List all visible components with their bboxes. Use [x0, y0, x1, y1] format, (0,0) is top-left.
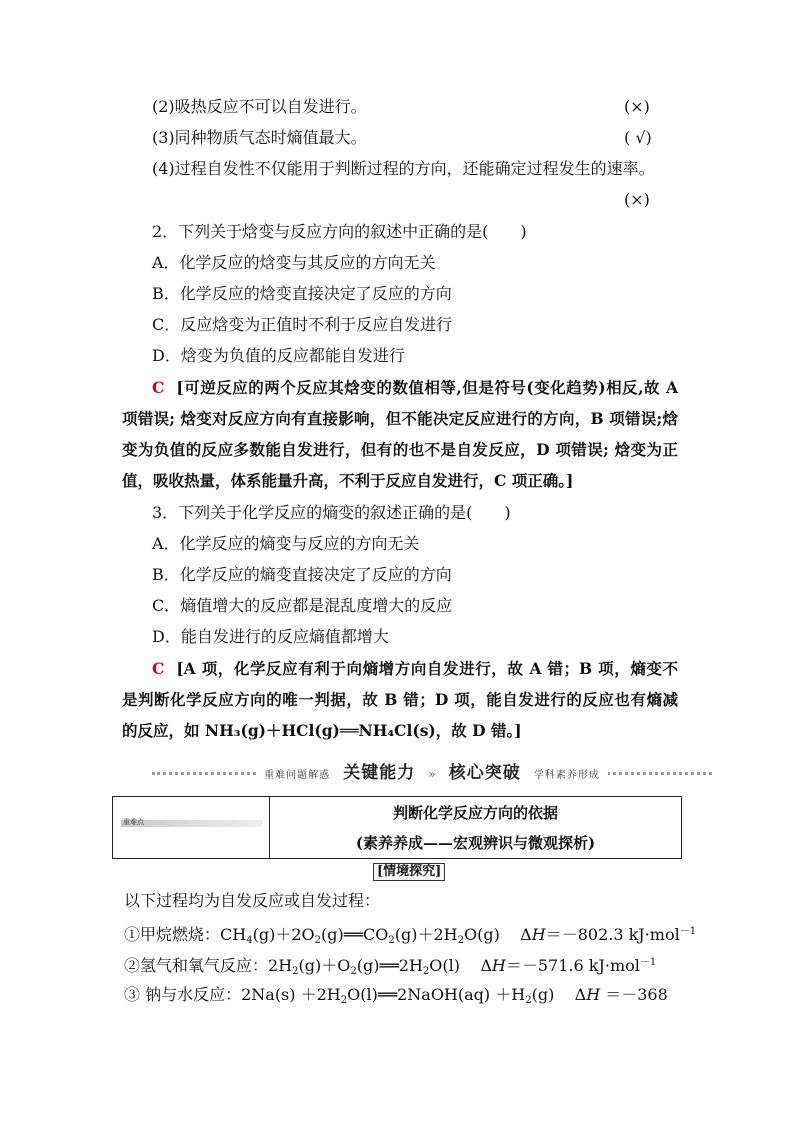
q2-option-c: C．反应焓变为正值时不利于反应自发进行 [152, 315, 453, 334]
q3-explanation-line-3: 的反应，如 NH₃(g)＋HCl(g)══NH₄Cl(s)，故 D 错。] [122, 721, 522, 740]
delta-h-1: －802.3 kJ·mol [561, 925, 680, 944]
keypoint-title-cell [270, 797, 682, 859]
q2-answer: C [152, 378, 165, 397]
judge-item-4: (4)过程自发性不仅能用于判断过程的方向，还能确定过程发生的速率。 [152, 159, 655, 178]
keypoint-subtitle: (素养养成——宏观辨识与微观探析) [355, 833, 596, 852]
judge-mark-3: ( √) [624, 128, 652, 147]
q2-explanation-line-2: 项错误; 焓变对反应方向有直接影响，但不能决定反应进行的方向，B 项错误;焓 [122, 409, 678, 428]
keypoint-tag: 重难点 [121, 820, 263, 827]
section-left-caption: 重难问题解惑 [260, 770, 334, 781]
q2-option-b: B．化学反应的焓变直接决定了反应的方向 [152, 284, 452, 303]
scenario-label: [情境探究] [373, 863, 445, 881]
delta-h-2: －571.6 kJ·mol [521, 956, 640, 975]
scenario-item-1: ①甲烷燃烧：$CH_4(g)+2O_2(g)══CO_2(g)+2H_2O(g)$ ΔH＝－802.3 kJ·mol$^{-1}$ [124, 925, 697, 946]
q2-stem: 2．下列关于焓变与反应方向的叙述中正确的是( ) [152, 222, 527, 241]
judge-mark-2: (×) [624, 97, 650, 116]
q3-option-a: A．化学反应的熵变与反应的方向无关 [152, 534, 420, 553]
q2-option-a: A．化学反应的焓变与其反应的方向无关 [152, 253, 436, 272]
keypoint-title: 判断化学反应方向的依据 [392, 803, 558, 822]
section-divider [152, 762, 712, 783]
double-chevron-icon: » [424, 767, 439, 781]
q3-option-d: D．能自发进行的反应熵值都增大 [152, 627, 389, 646]
q3-explanation-line-1: C [A 项，化学反应有利于向熵增方向自发进行，故 A 错；B 项，熵变不 [152, 659, 678, 678]
keypoint-tag-cell [113, 797, 270, 859]
section-main-b: 核心突破 [445, 763, 525, 783]
delta-h-3: －368 [621, 985, 668, 1004]
q3-option-b: B．化学反应的熵变直接决定了反应的方向 [152, 565, 452, 584]
q3-option-c: C．熵值增大的反应都是混乱度增大的反应 [152, 596, 453, 615]
scenario-intro: 以下过程均为自发反应或自发过程： [124, 891, 381, 910]
section-title [152, 758, 712, 783]
q2-explanation-line-1: C [可逆反应的两个反应其焓变的数值相等,但是符号(变化趋势)相反,故 A [152, 378, 678, 397]
scenario-item-2: ②氢气和氧气反应：$2H_2(g)+O_2(g)══2H_2O(l)$ ΔH＝－571.6 kJ·mol$^{-1}$ [124, 956, 657, 977]
q3-explanation-line-2: 是判断化学反应方向的唯一判据，故 B 错；D 项，能自发进行的反应也有熵减 [122, 690, 678, 709]
q3-stem: 3．下列关于化学反应的熵变的叙述正确的是( ) [152, 503, 511, 522]
judge-item-2: (2)吸热反应不可以自发进行。 [152, 97, 367, 116]
scenario-item-3: ③ 钠与水反应：$2Na(s) +2H_2O(l)══2NaOH(aq) +H_2(g)$ ΔH ＝－368 [124, 985, 668, 1006]
q3-answer: C [152, 659, 165, 678]
q2-option-d: D．焓变为负值的反应都能自发进行 [152, 346, 405, 365]
section-main-a: 关键能力 [339, 763, 419, 783]
q2-explanation-line-3: 变为负值的反应多数能自发进行，但有的也不是自发反应，D 项错误; 焓变为正 [122, 440, 678, 459]
judge-mark-4: (×) [624, 190, 650, 209]
judge-item-3: (3)同种物质气态时熵值最大。 [152, 128, 367, 147]
q2-explanation-line-4: 值，吸收热量，体系能量升高，不利于反应自发进行，C 项正确。] [122, 471, 574, 490]
section-right-caption: 学科素养形成 [530, 770, 604, 781]
keypoint-box [112, 796, 682, 859]
